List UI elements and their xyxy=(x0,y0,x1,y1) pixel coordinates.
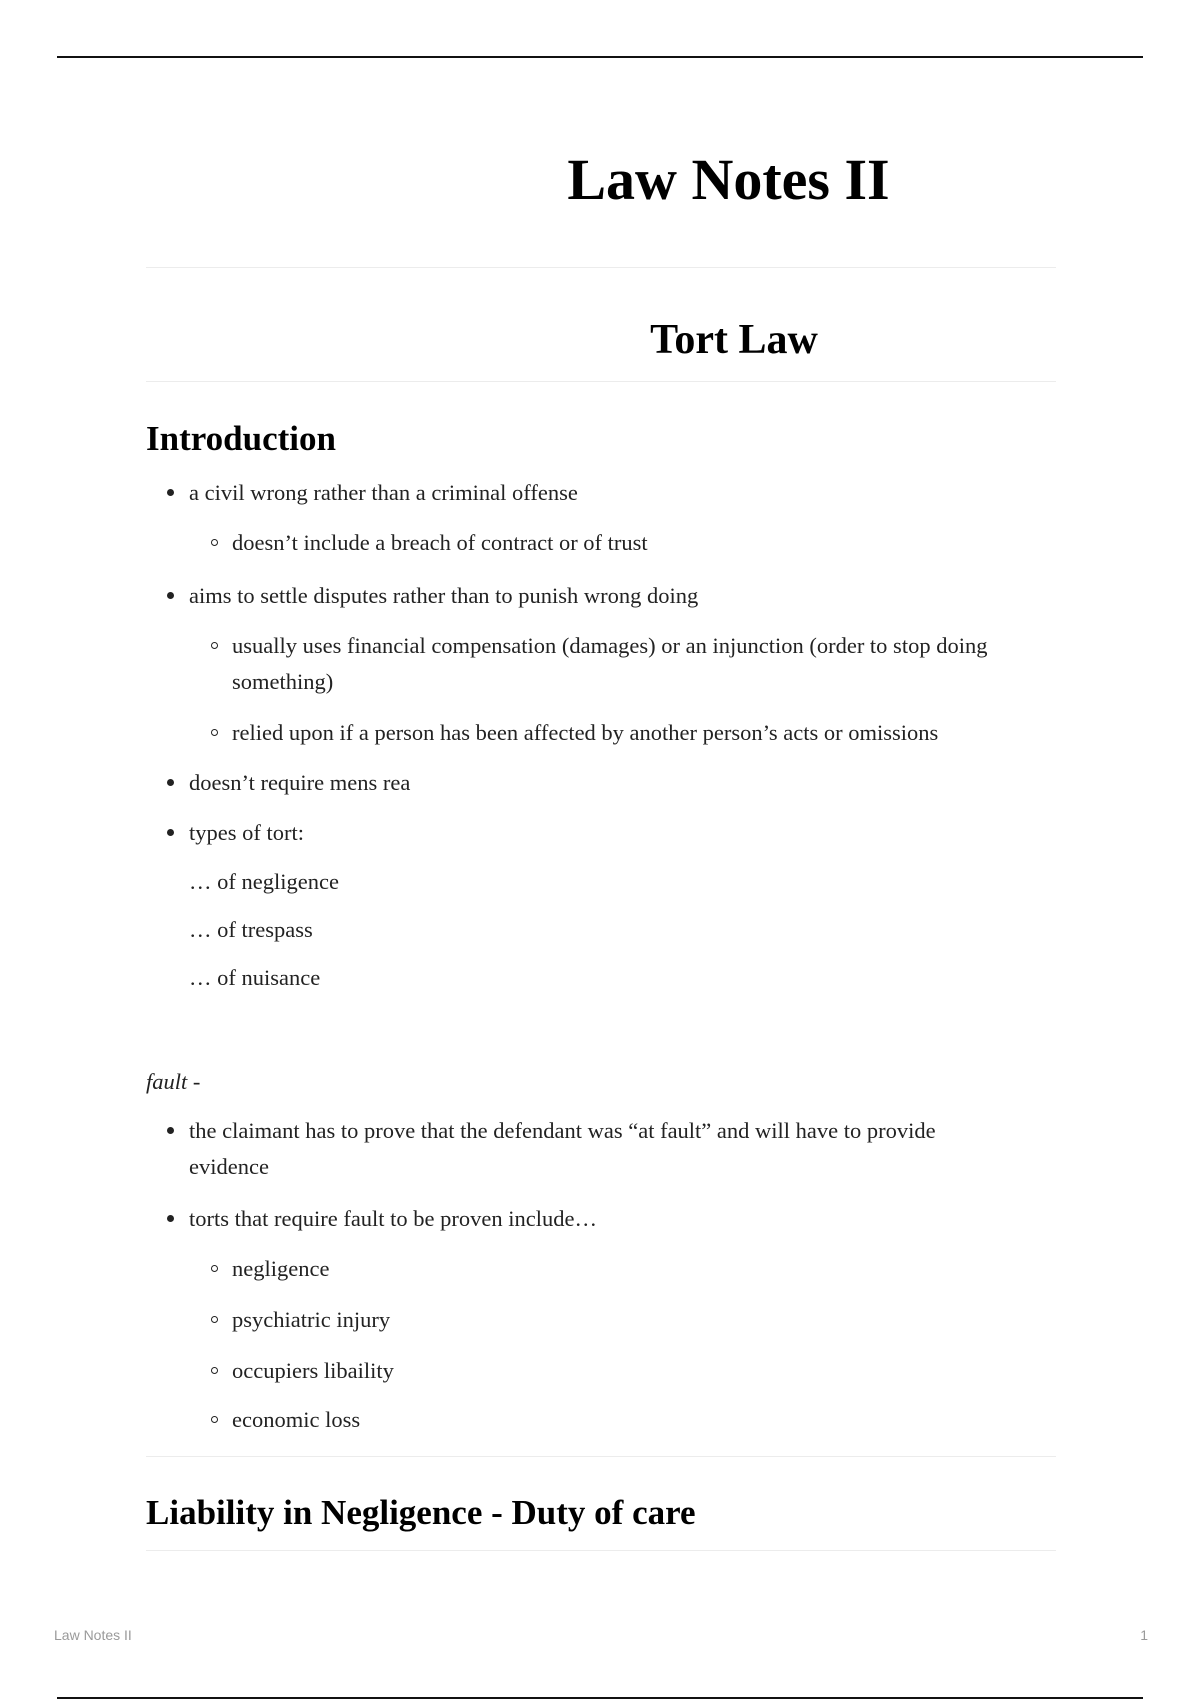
bullet-disc-icon xyxy=(167,1215,174,1222)
list-item-text: … of nuisance xyxy=(189,965,321,990)
bullet-circle-icon xyxy=(211,729,218,736)
list-item xyxy=(232,525,1052,561)
list-item-text: … of trespass xyxy=(189,917,313,942)
bullet-circle-icon xyxy=(211,1265,218,1272)
section-title: Tort Law xyxy=(650,317,818,363)
list-item-text: the claimant has to prove that the defendant was “at fault” and will have to provide evidence xyxy=(189,1118,936,1179)
footer-page-number: 1 xyxy=(1140,1627,1148,1643)
footer-document-title: Law Notes II xyxy=(54,1627,132,1643)
introduction-heading: Introduction xyxy=(146,419,336,458)
fault-label: fault - xyxy=(146,1069,201,1094)
list-item xyxy=(232,1353,1052,1389)
list-item-text: doesn’t require mens rea xyxy=(189,770,411,795)
page-bottom-rule xyxy=(57,1697,1143,1699)
list-item-text: occupiers libaility xyxy=(232,1358,394,1383)
list-item-text: … of negligence xyxy=(189,869,339,894)
section-divider xyxy=(146,1456,1056,1457)
list-item xyxy=(232,1251,1052,1287)
document-title: Law Notes II xyxy=(567,147,890,212)
title-divider xyxy=(146,267,1056,268)
list-item-text: doesn’t include a breach of contract or of trust xyxy=(232,530,648,555)
bullet-disc-icon xyxy=(167,779,174,786)
bullet-circle-icon xyxy=(211,1367,218,1374)
list-item xyxy=(232,715,1052,751)
list-item xyxy=(189,815,304,851)
bullet-disc-icon xyxy=(167,1127,174,1134)
bullet-disc-icon xyxy=(167,489,174,496)
bullet-circle-icon xyxy=(211,1416,218,1423)
list-item xyxy=(232,1402,1052,1438)
list-item xyxy=(189,765,410,801)
list-item xyxy=(189,912,313,948)
list-item-text: torts that require fault to be proven include… xyxy=(189,1206,597,1231)
list-item-text: negligence xyxy=(232,1256,330,1281)
list-item xyxy=(189,1113,1019,1185)
page-top-rule xyxy=(57,56,1143,58)
list-item xyxy=(189,1201,597,1237)
list-item-text: types of tort: xyxy=(189,820,304,845)
liability-heading: Liability in Negligence - Duty of care xyxy=(146,1493,696,1532)
list-item xyxy=(232,1302,1052,1338)
bullet-circle-icon xyxy=(211,539,218,546)
bullet-disc-icon xyxy=(167,592,174,599)
section-divider xyxy=(146,381,1056,382)
list-item-text: usually uses financial compensation (damages) or an injunction (order to stop doing something) xyxy=(232,633,988,694)
list-item-text: psychiatric injury xyxy=(232,1307,391,1332)
list-item-text: relied upon if a person has been affected by another person’s acts or omissions xyxy=(232,720,939,745)
bullet-disc-icon xyxy=(167,829,174,836)
list-item xyxy=(232,628,1052,700)
list-item xyxy=(189,960,320,996)
bullet-circle-icon xyxy=(211,1316,218,1323)
list-item xyxy=(189,578,698,614)
list-item-text: a civil wrong rather than a criminal offense xyxy=(189,480,578,505)
section-divider xyxy=(146,1550,1056,1551)
list-item-text: economic loss xyxy=(232,1407,361,1432)
list-item xyxy=(189,475,578,511)
list-item-text: aims to settle disputes rather than to punish wrong doing xyxy=(189,583,699,608)
bullet-circle-icon xyxy=(211,642,218,649)
list-item xyxy=(189,864,339,900)
